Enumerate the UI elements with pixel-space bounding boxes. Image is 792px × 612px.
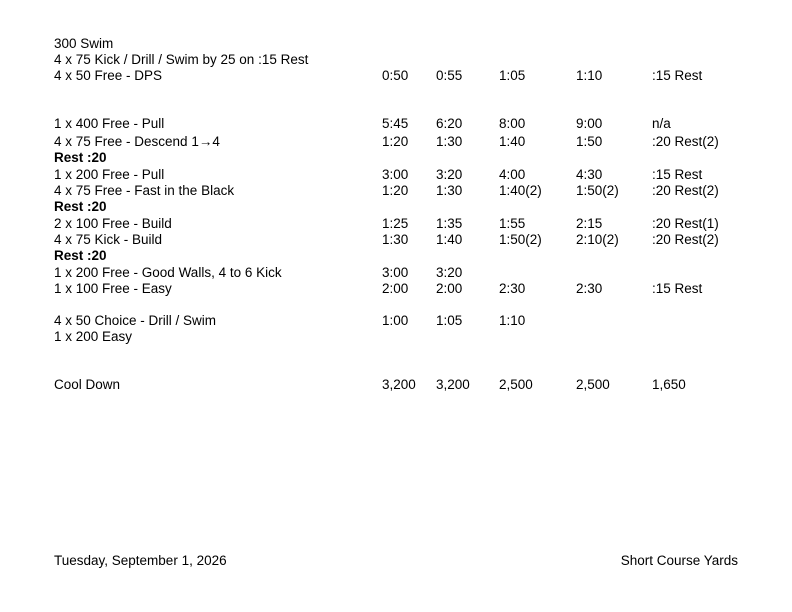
interval-col-5: 1,650	[652, 377, 686, 392]
set-row	[54, 167, 754, 183]
interval-col-1: 3:00	[382, 265, 409, 280]
interval-col-2: 1:30	[436, 183, 463, 198]
interval-col-2: 1:30	[436, 134, 463, 149]
set-row	[54, 134, 754, 150]
set-description: Rest :20	[54, 150, 107, 165]
interval-col-3: 1:40(2)	[499, 183, 542, 198]
interval-col-4: 9:00	[576, 116, 603, 131]
interval-col-2: 0:55	[436, 68, 463, 83]
set-row	[54, 281, 754, 297]
interval-col-4: 4:30	[576, 167, 603, 182]
interval-col-5: n/a	[652, 116, 671, 131]
interval-col-3: 1:05	[499, 68, 526, 83]
interval-col-2: 1:40	[436, 232, 463, 247]
interval-col-3: 1:10	[499, 313, 526, 328]
interval-col-5: :20 Rest(2)	[652, 183, 719, 198]
interval-col-3: 8:00	[499, 116, 526, 131]
set-description: 2 x 100 Free - Build	[54, 216, 172, 231]
interval-col-1: 1:20	[382, 134, 409, 149]
interval-col-3: 2:30	[499, 281, 526, 296]
interval-col-2: 1:35	[436, 216, 463, 231]
rest-row	[54, 199, 754, 215]
set-row	[54, 232, 754, 248]
set-description: 4 x 75 Kick / Drill / Swim by 25 on :15 Rest	[54, 52, 309, 67]
set-row	[54, 329, 754, 345]
interval-col-2: 3:20	[436, 167, 463, 182]
interval-col-1: 1:20	[382, 183, 409, 198]
interval-col-4: 2:10(2)	[576, 232, 619, 247]
interval-col-4: 1:50(2)	[576, 183, 619, 198]
set-description: 4 x 75 Kick - Build	[54, 232, 163, 247]
set-description: 1 x 200 Easy	[54, 329, 133, 344]
interval-col-5: :20 Rest(2)	[652, 232, 719, 247]
set-description: 1 x 400 Free - Pull	[54, 116, 165, 131]
interval-col-1: 2:00	[382, 281, 409, 296]
set-description: 1 x 200 Free - Pull	[54, 167, 165, 182]
interval-col-5: :15 Rest	[652, 167, 703, 182]
set-row	[54, 116, 754, 132]
set-row	[54, 265, 754, 281]
interval-col-3: 1:40	[499, 134, 526, 149]
interval-col-5: :15 Rest	[652, 68, 703, 83]
interval-col-5: :20 Rest(2)	[652, 134, 719, 149]
set-description: 4 x 50 Free - DPS	[54, 68, 163, 83]
set-description: Cool Down	[54, 377, 121, 392]
set-description: Rest :20	[54, 199, 107, 214]
interval-col-4: 1:10	[576, 68, 603, 83]
set-row	[54, 377, 754, 393]
interval-col-4: 2,500	[576, 377, 610, 392]
set-row	[54, 36, 754, 52]
footer-course-type: Short Course Yards	[620, 553, 738, 568]
set-description: 4 x 75 Free - Descend 1→4	[54, 134, 220, 149]
set-row	[54, 52, 754, 68]
interval-col-3: 1:55	[499, 216, 526, 231]
interval-col-5: :20 Rest(1)	[652, 216, 719, 231]
interval-col-2: 3:20	[436, 265, 463, 280]
interval-col-1: 1:30	[382, 232, 409, 247]
interval-col-3: 2,500	[499, 377, 533, 392]
set-description: 4 x 75 Free - Fast in the Black	[54, 183, 235, 198]
interval-col-5: :15 Rest	[652, 281, 703, 296]
set-description: Rest :20	[54, 248, 107, 263]
set-row	[54, 68, 754, 84]
set-description: 4 x 50 Choice - Drill / Swim	[54, 313, 217, 328]
interval-col-1: 1:25	[382, 216, 409, 231]
set-row	[54, 183, 754, 199]
interval-col-3: 1:50(2)	[499, 232, 542, 247]
interval-col-1: 0:50	[382, 68, 409, 83]
rest-row	[54, 150, 754, 166]
set-row	[54, 216, 754, 232]
interval-col-2: 3,200	[436, 377, 470, 392]
interval-col-3: 4:00	[499, 167, 526, 182]
interval-col-1: 3,200	[382, 377, 416, 392]
interval-col-1: 5:45	[382, 116, 409, 131]
rest-row	[54, 248, 754, 264]
interval-col-4: 1:50	[576, 134, 603, 149]
set-row	[54, 313, 754, 329]
set-description: 300 Swim	[54, 36, 114, 51]
interval-col-1: 3:00	[382, 167, 409, 182]
interval-col-4: 2:15	[576, 216, 603, 231]
set-description: 1 x 100 Free - Easy	[54, 281, 172, 296]
set-description: 1 x 200 Free - Good Walls, 4 to 6 Kick	[54, 265, 282, 280]
footer-date: Tuesday, September 1, 2026	[54, 553, 227, 568]
interval-col-2: 2:00	[436, 281, 463, 296]
interval-col-1: 1:00	[382, 313, 409, 328]
interval-col-2: 1:05	[436, 313, 463, 328]
interval-col-2: 6:20	[436, 116, 463, 131]
interval-col-4: 2:30	[576, 281, 603, 296]
